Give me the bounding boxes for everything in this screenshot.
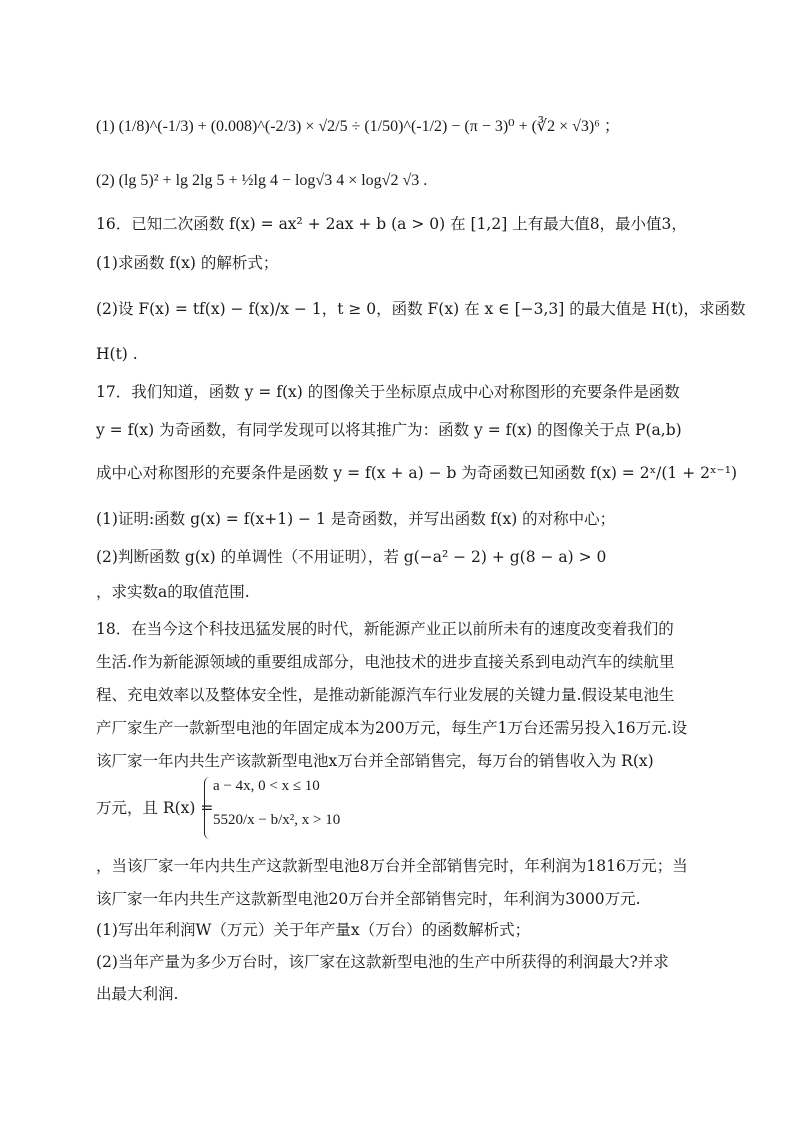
problem-18-stem-4: 产厂家生产一款新型电池的年固定成本为200万元，每生产1万台还需另投入16万元.设 [96,719,688,737]
problem-18-stem-6: ，当该厂家一年内共生产这款新型电池8万台并全部销售完时，年利润为1816万元；当 [96,857,688,875]
problem-16-stem: 16．已知二次函数 f(x) = ax² + 2ax + b (a > 0) 在 [1,2] 上有最大值8，最小值3， [96,215,687,233]
piecewise-case-2: 5520/x − b/x², x > 10 [213,812,341,828]
piecewise-brace [204,777,213,839]
problem-18-stem-5: 该厂家一年内共生产该款新型电池x万台并全部销售完，每万台的销售收入为 R(x) [96,752,654,770]
problem-17-stem-1: 17．我们知道，函数 y = f(x) 的图像关于坐标原点成中心对称图形的充要条件是函数 [96,383,680,401]
problem-17-part2-cont: ，求实数a的取值范围. [96,583,250,601]
problem-17-stem-3: 成中心对称图形的充要条件是函数 y = f(x + a) − b 为奇函数已知函数 f(x) = 2ˣ/(1 + 2ˣ⁻¹) [96,464,737,482]
problem-18-stem-1: 18．在当今这个科技迅猛发展的时代，新能源产业正以前所未有的速度改变着我们的 [96,620,674,638]
problem-16-part2: (2)设 F(x) = tf(x) − f(x)/x − 1，t ≥ 0，函数 F(x) 在 x ∈ [−3,3] 的最大值是 H(t)，求函数 [96,300,746,318]
problem-15-part1: (1) (1/8)^(-1/3) + (0.008)^(-2/3) × √2/5 ÷ (1/50)^(-1/2) − (π − 3)⁰ + (∛2 × √3)⁶ ； [96,118,620,135]
problem-18-stem-3: 程、充电效率以及整体安全性，是推动新能源汽车行业发展的关键力量.假设某电池生 [96,686,675,704]
problem-17-part1: (1)证明:函数 g(x) = f(x+1) − 1 是奇函数，并写出函数 f(x) 的对称中心； [96,510,616,528]
problem-18-piecewise-label: 万元，且 R(x) = [96,799,214,817]
problem-18-part2: (2)当年产量为多少万台时，该厂家在这款新型电池的生产中所获得的利润最大?并求 [96,953,669,971]
problem-18-part1: (1)写出年利润W（万元）关于年产量x（万台）的函数解析式； [96,921,531,939]
problem-17-part2: (2)判断函数 g(x) 的单调性（不用证明），若 g(−a² − 2) + g(8 − a) > 0 [96,548,607,566]
problem-15-part2: (2) (lg 5)² + lg 2lg 5 + ½lg 4 − log√3 4 × log√2 √3 . [96,172,428,189]
problem-18-stem-7: 该厂家一年内共生产这款新型电池20万台并全部销售完时，年利润为3000万元. [96,890,641,908]
problem-17-stem-2: y = f(x) 为奇函数，有同学发现可以将其推广为：函数 y = f(x) 的图像关于点 P(a,b) [96,421,682,439]
piecewise-case-1: a − 4x, 0 < x ≤ 10 [213,778,320,794]
problem-18-stem-2: 生活.作为新能源领域的重要组成部分，电池技术的进步直接关系到电动汽车的续航里 [96,653,675,671]
problem-18-part2-cont: 出最大利润. [96,985,179,1003]
problem-16-part1: (1)求函数 f(x) 的解析式； [96,254,279,272]
problem-16-part2-cont: H(t) . [96,345,138,363]
